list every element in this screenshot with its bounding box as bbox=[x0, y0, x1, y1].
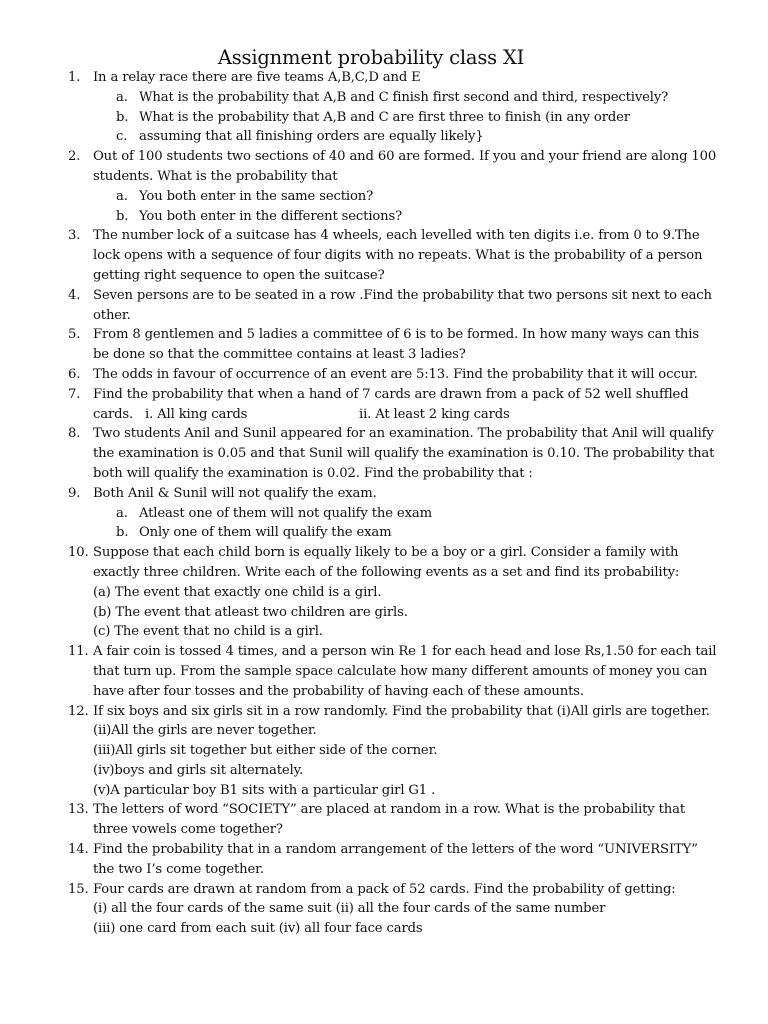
question-10-part-a: (a) The event that exactly one child is a girl. bbox=[93, 584, 382, 600]
question-number: 14. bbox=[68, 842, 89, 858]
sub-question bbox=[0, 187, 719, 207]
question-number: 3. bbox=[68, 228, 81, 244]
sub-label: c. bbox=[116, 129, 128, 145]
question-text: cards. bbox=[93, 406, 134, 422]
page-title: Assignment probability class XI bbox=[217, 46, 525, 69]
sub-question bbox=[0, 523, 719, 543]
question-number: 7. bbox=[68, 386, 81, 402]
question-number: 8. bbox=[68, 426, 81, 442]
question-text: Suppose that each child born is equally likely to be a boy or a girl. Consider a family with exactly three children. Write each of the following events as a set and find its probability: bbox=[93, 545, 680, 580]
question-15-parts-2: (iii) one card from each suit (iv) all four face cards bbox=[93, 921, 423, 937]
sub-text: You both enter in the same section? bbox=[139, 188, 373, 204]
question-text: A fair coin is tossed 4 times, and a person win Re 1 for each head and lose Rs,1.50 for each tail that turn up. From the sample space calculate how many different amounts of money you can have after four tosses and the probability of having each of these amounts. bbox=[93, 644, 717, 699]
question-4 bbox=[0, 286, 718, 326]
question-14 bbox=[0, 840, 718, 880]
question-3 bbox=[0, 226, 718, 285]
question-text: The odds in favour of occurrence of an event are 5:13. Find the probability that it will occur. bbox=[93, 366, 698, 382]
question-7 bbox=[0, 385, 718, 405]
sub-question bbox=[0, 504, 719, 524]
question-number: 15. bbox=[68, 881, 89, 897]
question-9 bbox=[0, 484, 718, 504]
question-12-part-iv: (iv)boys and girls sit alternately. bbox=[93, 762, 304, 778]
sub-label: a. bbox=[116, 505, 128, 521]
question-number: 10. bbox=[68, 545, 89, 561]
question-15 bbox=[0, 880, 718, 900]
question-text: The letters of word “SOCIETY” are placed at random in a row. What is the probability that three vowels come together? bbox=[93, 802, 686, 838]
sub-label: b. bbox=[116, 208, 129, 224]
question-text: Two students Anil and Sunil appeared for an examination. The probability that Anil will qualify the examination is 0.05 and that Sunil will qualify the examination is 0.10. The probability that both will qualify the examination is 0.02. Find the probability that : bbox=[93, 426, 715, 481]
sub-text: Atleast one of them will not qualify the exam bbox=[139, 505, 432, 521]
option-text: i. All king cards bbox=[145, 406, 248, 422]
sub-question bbox=[0, 207, 719, 227]
sub-label: a. bbox=[116, 188, 128, 204]
question-number: 12. bbox=[68, 703, 89, 719]
sub-text: You both enter in the different sections? bbox=[139, 208, 403, 224]
question-text: Seven persons are to be seated in a row .Find the probability that two persons sit next to each other. bbox=[93, 287, 712, 323]
question-12-part-ii: (ii)All the girls are never together. bbox=[93, 723, 317, 739]
question-number: 1. bbox=[68, 70, 81, 85]
question-number: 4. bbox=[68, 287, 81, 303]
question-10-part-b: (b) The event that atleast two children are girls. bbox=[93, 604, 408, 620]
sub-text: What is the probability that A,B and C are first three to finish (in any order bbox=[139, 109, 630, 125]
question-number: 5. bbox=[68, 327, 81, 343]
question-number: 9. bbox=[68, 485, 81, 501]
question-text: From 8 gentlemen and 5 ladies a committee of 6 is to be formed. In how many ways can this be done so that the committee contains at least 3 ladies? bbox=[93, 327, 699, 363]
question-8 bbox=[0, 424, 718, 483]
question-list bbox=[0, 68, 768, 939]
question-text: If six boys and six girls sit in a row randomly. Find the probability that (i)All girls are together. bbox=[93, 703, 710, 719]
sub-question bbox=[0, 88, 719, 108]
question-text: Four cards are drawn at random from a pack of 52 cards. Find the probability of getting: bbox=[93, 881, 676, 897]
sub-text: Only one of them will qualify the exam bbox=[139, 525, 392, 541]
question-text: Find the probability that when a hand of 7 cards are drawn from a pack of 52 well shuffled bbox=[93, 386, 689, 402]
option-text: ii. At least 2 king cards bbox=[359, 406, 510, 422]
question-number: 11. bbox=[68, 644, 89, 660]
sub-label: b. bbox=[116, 109, 129, 125]
question-text: Both Anil & Sunil will not qualify the exam. bbox=[93, 485, 377, 501]
question-text: Find the probability that in a random arrangement of the letters of the word “UNIVERSITY” the two I’s come together. bbox=[93, 842, 698, 877]
question-12-part-v: (v)A particular boy B1 sits with a particular girl G1 . bbox=[93, 782, 436, 798]
sub-label: a. bbox=[116, 89, 128, 105]
question-text: In a relay race there are five teams A,B,C,D and E bbox=[93, 70, 421, 85]
question-5 bbox=[0, 325, 718, 365]
sub-label: b. bbox=[116, 525, 129, 541]
question-text: The number lock of a suitcase has 4 wheels, each levelled with ten digits i.e. from 0 to 9.The lock opens with a sequence of four digits with no repeats. What is the probability of a person getting right sequence to open the suitcase? bbox=[93, 228, 703, 283]
question-number: 6. bbox=[68, 366, 81, 382]
sub-question bbox=[0, 108, 719, 128]
question-2 bbox=[0, 147, 718, 187]
question-12 bbox=[0, 702, 718, 722]
question-15-parts-1: (i) all the four cards of the same suit (ii) all the four cards of the same number bbox=[93, 901, 606, 917]
question-7-options bbox=[0, 405, 718, 425]
question-10-part-c: (c) The event that no child is a girl. bbox=[93, 624, 323, 640]
question-6 bbox=[0, 365, 718, 385]
question-10 bbox=[0, 543, 718, 583]
question-number: 2. bbox=[68, 149, 81, 165]
question-13 bbox=[0, 800, 718, 840]
sub-text: assuming that all finishing orders are equally likely} bbox=[139, 129, 484, 145]
question-12-part-iii: (iii)All girls sit together but either side of the corner. bbox=[93, 743, 438, 759]
sub-question bbox=[0, 127, 719, 147]
question-number: 13. bbox=[68, 802, 89, 818]
question-text: Out of 100 students two sections of 40 and 60 are formed. If you and your friend are along 100 students. What is the probability that bbox=[93, 149, 717, 184]
sub-text: What is the probability that A,B and C finish first second and third, respectively? bbox=[139, 89, 669, 105]
question-11 bbox=[0, 642, 718, 701]
question-1 bbox=[0, 68, 718, 88]
